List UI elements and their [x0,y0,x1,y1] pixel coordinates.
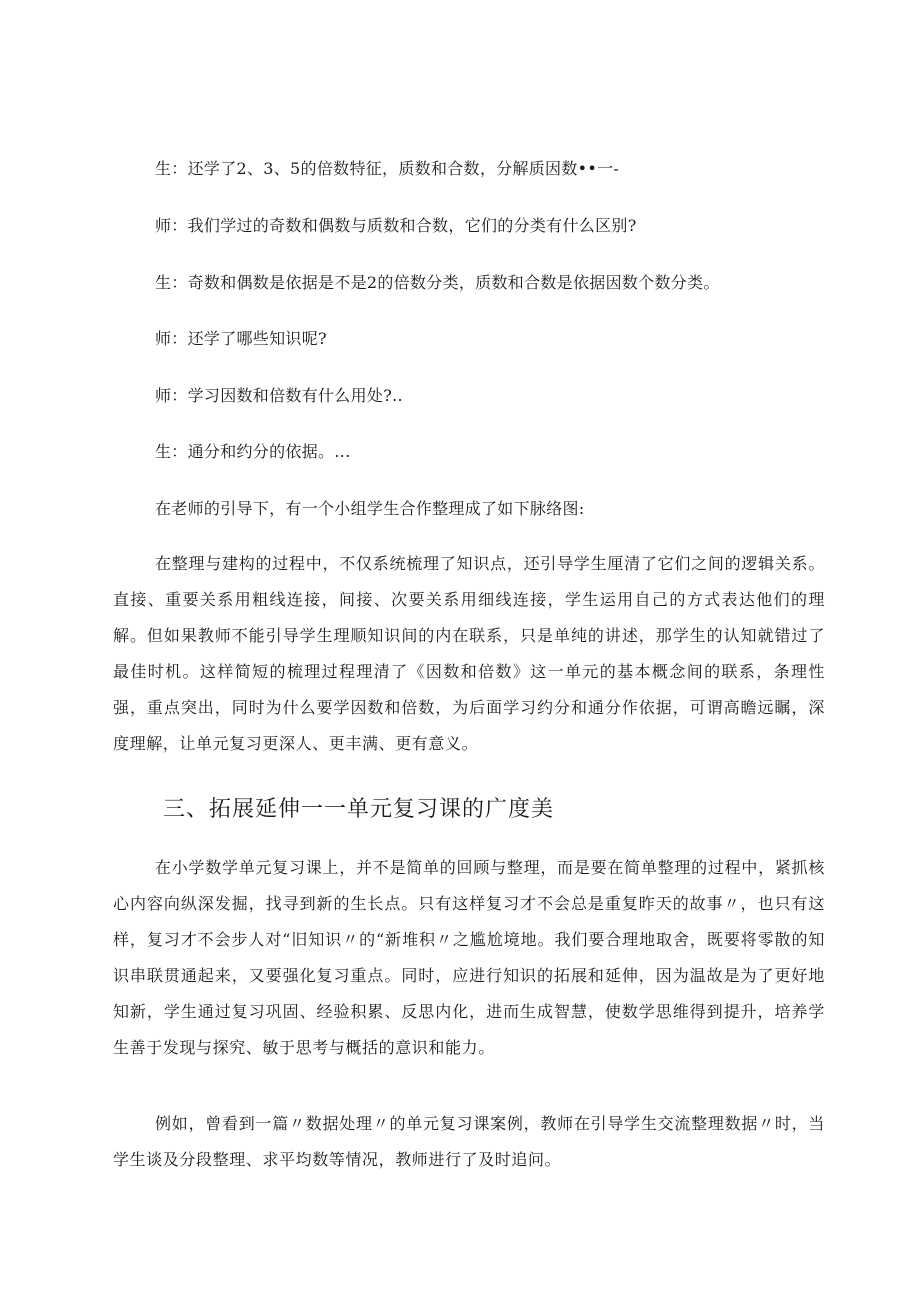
section-heading: 三、拓展延伸一一单元复习课的广度美 [163,797,555,822]
dialogue-line-4: 师：还学了哪些知识呢? [155,329,327,348]
body-paragraph-1: 在整理与建构的过程中，不仅系统梳理了知识点，还引导学生厘清了它们之间的逻辑关系。直接、重要关系用粗线连接，间接、次要关系用细线连接，学生运用自己的方式表达他们的理解。但如果教师不能引导学生理顺知识间的内在联系，只是单纯的讲述，那学生的认知就错过了最佳时机。这样简短的梳理过程理清了《因数和倍数》这一单元的基本概念间的联系，条理性强，重点突出，同时为什么要学因数和倍数，为后面学习约分和通分作依据，可谓高瞻远瞩，深度理解，让单元复习更深人、更丰满、更有意义。 [113,554,825,753]
dialogue-line-5: 师：学习因数和倍数有什么用处?.. [155,386,403,405]
dialogue-line-7: 在老师的引导下，有一个小组学生合作整理成了如下脉络图: [155,499,585,518]
body-paragraph-3: 例如，曾看到一篇〃数据处理〃的单元复习课案例，教师在引导学生交流整理数据〃时，当学生谈及分段整理、求平均数等情况，教师进行了及时追问。 [113,1114,825,1169]
body-paragraph-2: 在小学数学单元复习课上，并不是简单的回顾与整理，而是要在简单整理的过程中，紧抓核心内容向纵深发掘，找寻到新的生长点。只有这样复习才不会总是重复昨天的故事〃，也只有这样，复习才不会步人对“旧知识〃的“新堆积〃之尴尬境地。我们要合理地取舍，既要将零散的知识串联贯通起来，又要强化复习重点。同时，应进行知识的拓展和延伸，因为温故是为了更好地知新，学生通过复习巩固、经验积累、反思内化，进而生成智慧，使数学思维得到提升，培养学生善于发现与探究、敏于思考与概括的意识和能力。 [113,858,825,1057]
dialogue-line-2: 师：我们学过的奇数和偶数与质数和合数，它们的分类有什么区别? [155,216,637,235]
dialogue-line-6: 生：通分和约分的依据。... [155,442,351,461]
dialogue-line-3: 生：奇数和偶数是依据是不是2的倍数分类，质数和合数是依据因数个数分类。 [155,273,720,292]
dialogue-line-1: 生：还学了2、3、5的倍数特征，质数和合数，分解质因数••一- [155,159,620,178]
